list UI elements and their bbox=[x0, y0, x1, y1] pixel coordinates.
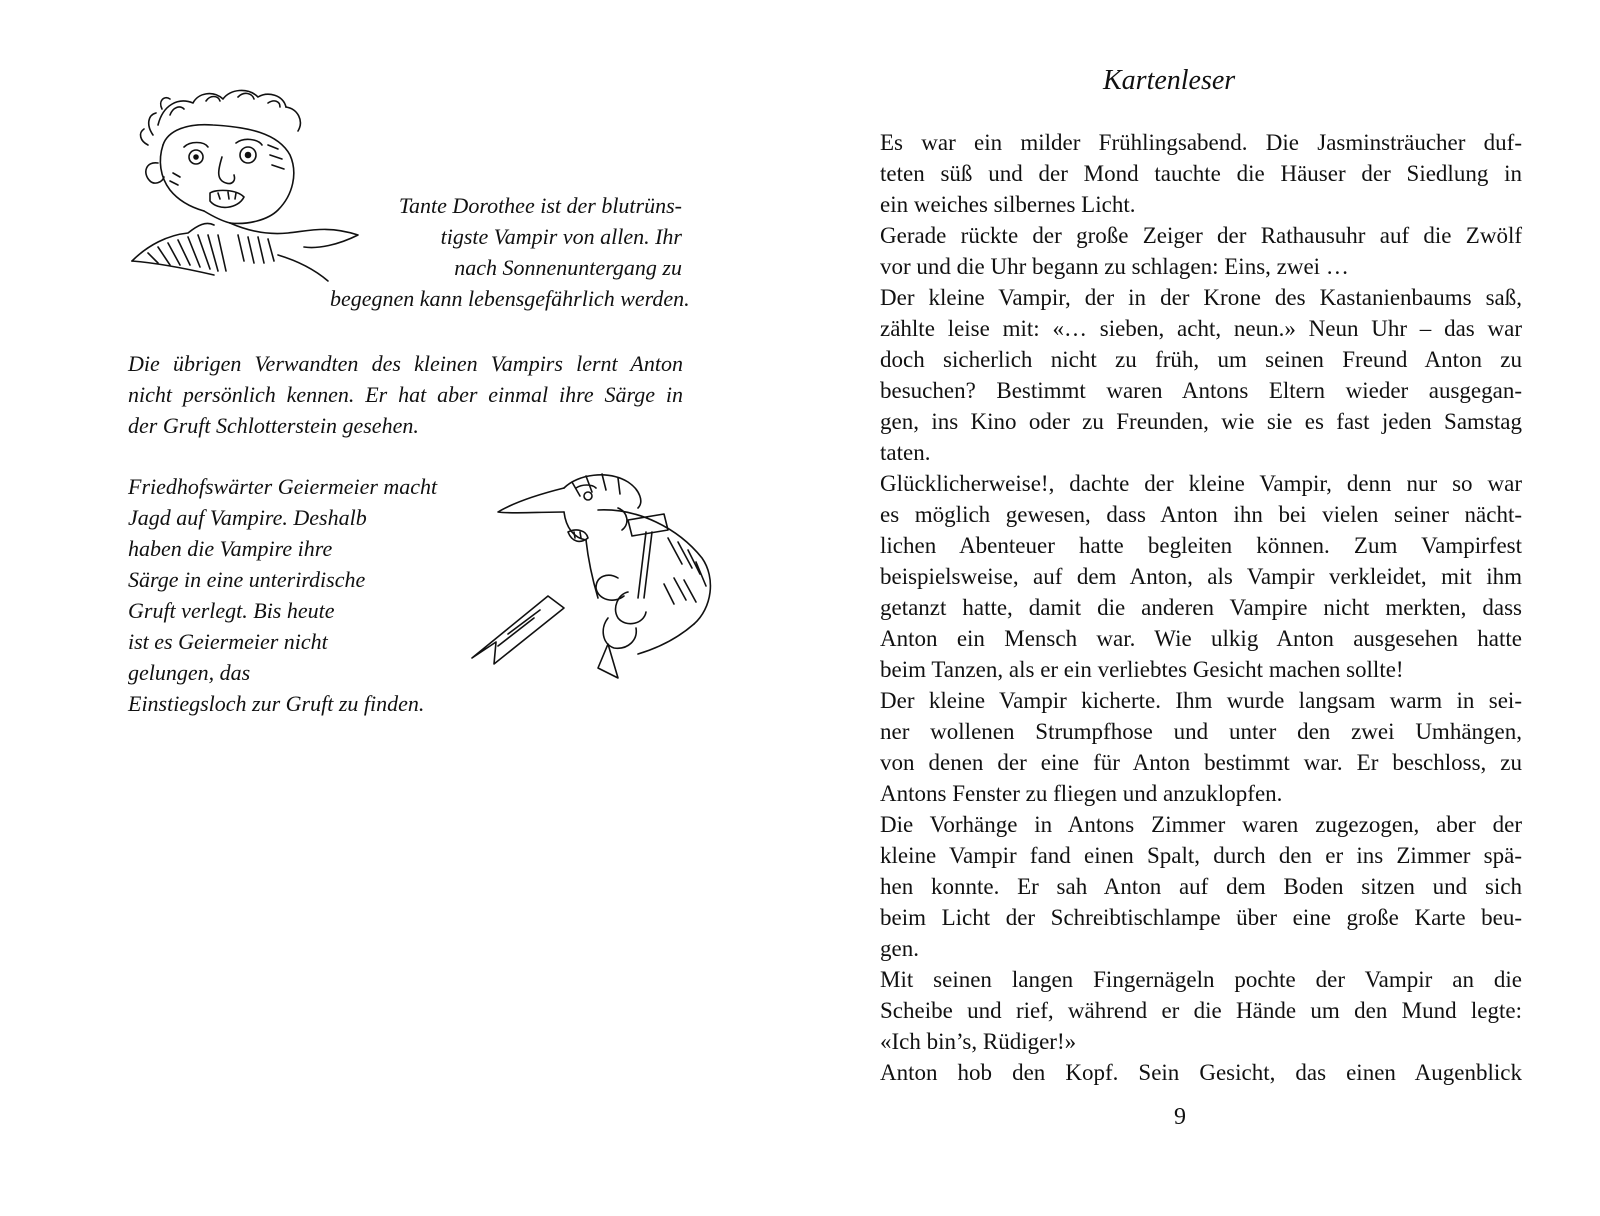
text-line: teten süß und der Mond tauchte die Häuser der Siedlung in bbox=[880, 161, 1522, 186]
caption-line: haben die Vampire ihre bbox=[128, 536, 333, 561]
text-line: doch sicherlich nicht zu früh, um seinen Freund Anton zu bbox=[880, 347, 1522, 372]
text-line: Die Vorhänge in Antons Zimmer waren zugezogen, aber der bbox=[880, 812, 1522, 837]
text-line: gen, ins Kino oder zu Freunden, wie sie es fast jeden Samstag bbox=[880, 409, 1522, 434]
text-line: Es war ein milder Frühlingsabend. Die Jasminsträucher duf- bbox=[880, 130, 1522, 155]
caption-line: Jagd auf Vampire. Deshalb bbox=[128, 505, 367, 530]
text-line: beispielsweise, auf dem Anton, als Vampir verkleidet, mit ihm bbox=[880, 564, 1522, 589]
caption-line: Die übrigen Verwandten des kleinen Vampirs lernt Anton bbox=[128, 351, 683, 376]
caption-line: ist es Geiermeier nicht bbox=[128, 629, 328, 654]
caption-line: Särge in eine unterirdische bbox=[128, 567, 366, 592]
text-line: zählte leise mit: «… sieben, acht, neun.» Neun Uhr – das war bbox=[880, 316, 1522, 341]
text-line: Anton ein Mensch war. Wie ulkig Anton ausgesehen hatte bbox=[880, 626, 1522, 651]
text-line: ner wollenen Strumpfhose und unter den zwei Umhängen, bbox=[880, 719, 1522, 744]
text-line: Scheibe und rief, während er die Hände um den Mund legte: bbox=[880, 998, 1522, 1023]
text-line: besuchen? Bestimmt waren Antons Eltern wieder ausgegan- bbox=[880, 378, 1522, 403]
caption-line: Einstiegsloch zur Gruft zu finden. bbox=[128, 691, 425, 716]
text-line: Der kleine Vampir, der in der Krone des Kastanienbaums saß, bbox=[880, 285, 1522, 310]
text-line: vor und die Uhr begann zu schlagen: Eins, zwei … bbox=[880, 254, 1349, 279]
text-line: ein weiches silbernes Licht. bbox=[880, 192, 1136, 217]
caption-line: nicht persönlich kennen. Er hat aber einmal ihre Särge in bbox=[128, 382, 683, 407]
body-text bbox=[880, 127, 1522, 1088]
caption-line: der Gruft Schlotterstein gesehen. bbox=[128, 413, 419, 438]
caption-line: nach Sonnenuntergang zu bbox=[454, 255, 682, 280]
text-line: Antons Fenster zu fliegen und anzuklopfen. bbox=[880, 781, 1283, 806]
geiermeier-illustration bbox=[468, 468, 728, 690]
text-line: beim Licht der Schreibtischlampe über eine große Karte beu- bbox=[880, 905, 1522, 930]
chapter-title: Kartenleser bbox=[1103, 65, 1236, 96]
caption-geiermeier bbox=[128, 471, 488, 719]
page-number: 9 bbox=[1174, 1104, 1186, 1130]
text-line: lichen Abenteuer hatte begleiten können. Zum Vampirfest bbox=[880, 533, 1522, 558]
text-line: hen konnte. Er sah Anton auf dem Boden sitzen und sich bbox=[880, 874, 1522, 899]
text-line: Glücklicherweise!, dachte der kleine Vampir, denn nur so war bbox=[880, 471, 1522, 496]
text-line: kleine Vampir fand einen Spalt, durch den er ins Zimmer spä- bbox=[880, 843, 1522, 868]
text-line: Anton hob den Kopf. Sein Gesicht, das einen Augenblick bbox=[880, 1060, 1522, 1085]
caption-line: Friedhofswärter Geiermeier macht bbox=[128, 474, 438, 499]
text-line: taten. bbox=[880, 440, 931, 465]
caption-line: tigste Vampir von allen. Ihr bbox=[440, 224, 682, 249]
caption-line: gelungen, das bbox=[128, 660, 251, 685]
text-line: es möglich gewesen, dass Anton ihn bei vielen seiner nächt- bbox=[880, 502, 1522, 527]
caption-aunt-dorothee bbox=[330, 190, 690, 314]
text-line: «Ich bin’s, Rüdiger!» bbox=[880, 1029, 1077, 1054]
caption-line: Tante Dorothee ist der blutrüns- bbox=[398, 193, 682, 218]
text-line: gen. bbox=[880, 936, 919, 961]
text-line: von denen der eine für Anton bestimmt war. Er beschloss, zu bbox=[880, 750, 1522, 775]
caption-relatives bbox=[128, 348, 683, 441]
text-line: Mit seinen langen Fingernägeln pochte der Vampir an die bbox=[880, 967, 1522, 992]
text-line: getanzt hatte, damit die anderen Vampire nicht merkten, dass bbox=[880, 595, 1522, 620]
caption-line: begegnen kann lebensgefährlich werden. bbox=[330, 286, 690, 311]
caption-line: Gruft verlegt. Bis heute bbox=[128, 598, 335, 623]
text-line: Gerade rückte der große Zeiger der Rathausuhr auf die Zwölf bbox=[880, 223, 1522, 248]
text-line: beim Tanzen, als er ein verliebtes Gesicht machen sollte! bbox=[880, 657, 1404, 682]
text-line: Der kleine Vampir kicherte. Ihm wurde langsam warm in sei- bbox=[880, 688, 1522, 713]
